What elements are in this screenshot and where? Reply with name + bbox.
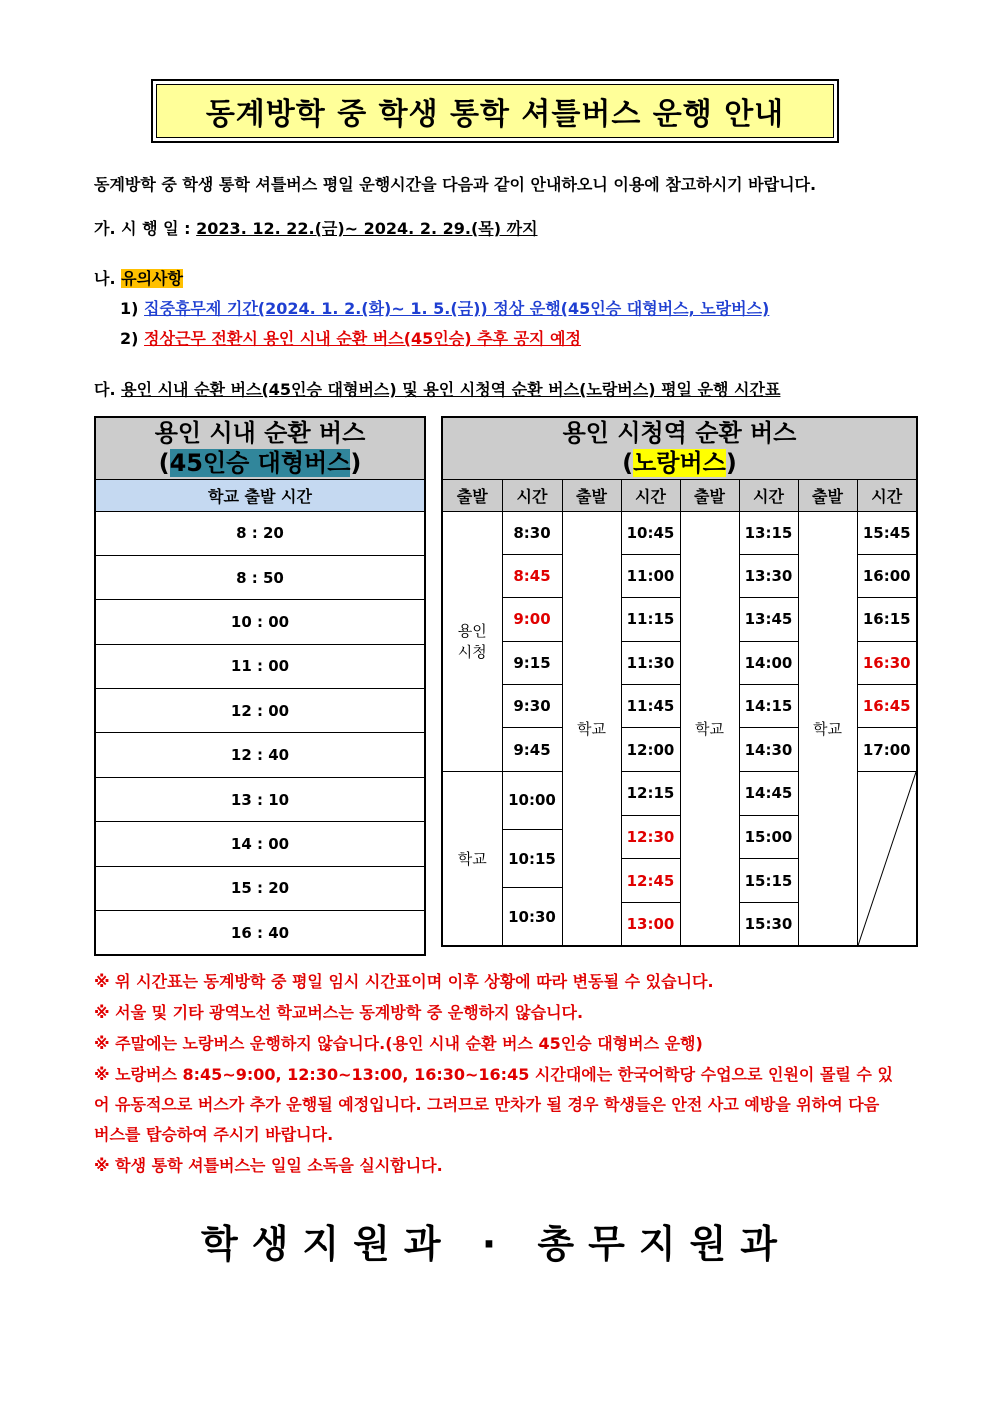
table-row <box>95 689 425 733</box>
table-row <box>95 866 425 910</box>
time-cell: 13:00 <box>621 903 680 947</box>
right-col-header: 출발 <box>680 479 739 511</box>
right-col-header: 시간 <box>857 479 917 511</box>
left-time-cell: 8 : 20 <box>95 511 425 555</box>
time-cell: 9:15 <box>502 641 562 684</box>
time-cell: 9:30 <box>502 685 562 728</box>
dep-school-cell: 학교 <box>798 511 857 946</box>
left-timetable <box>94 416 426 956</box>
left-col-header: 학교 출발 시간 <box>95 479 425 511</box>
right-table-header <box>442 417 917 479</box>
item-1-num: 1) <box>120 299 139 318</box>
left-time-cell: 14 : 00 <box>95 822 425 866</box>
right-col-header: 출발 <box>562 479 621 511</box>
table-row <box>95 911 425 956</box>
table-row <box>95 733 425 777</box>
title-box <box>151 79 839 143</box>
time-cell: 10:15 <box>503 829 562 887</box>
section-a <box>94 216 538 239</box>
left-table-subtitle: (45인승 대형버스) <box>158 449 362 478</box>
section-c-label: 다. <box>94 380 122 399</box>
time-cell: 14:30 <box>739 728 798 771</box>
note-item: ※ 서울 및 기타 광역노선 학교버스는 동계방학 중 운행하지 않습니다. <box>94 1003 584 1022</box>
left-time-cell: 10 : 00 <box>95 600 425 644</box>
note-item: ※ 주말에는 노랑버스 운행하지 않습니다.(용인 시내 순환 버스 45인승 대형버스 운행) <box>94 1034 703 1053</box>
time-cell: 14:00 <box>739 641 798 684</box>
section-b-item-2 <box>120 326 581 349</box>
table-row <box>95 644 425 688</box>
time-cell: 11:30 <box>621 641 680 684</box>
time-cell: 8:30 <box>502 511 562 554</box>
time-cell: 9:45 <box>502 728 562 771</box>
note-item: ※ 위 시간표는 동계방학 중 평일 임시 시간표이며 이후 상황에 따라 변동될 수 있습니다. <box>94 972 714 991</box>
diagonal-line-icon <box>858 772 916 946</box>
empty-slash-cell <box>857 771 917 946</box>
item-2-num: 2) <box>120 329 139 348</box>
table-row <box>95 555 425 599</box>
time-cell: 17:00 <box>857 728 917 771</box>
dep-yongin-cell: 용인 시청 <box>442 511 502 771</box>
time-cell: 15:15 <box>739 859 798 903</box>
left-time-cell: 16 : 40 <box>95 911 425 956</box>
time-cell: 11:00 <box>621 554 680 597</box>
right-timetable <box>441 416 918 947</box>
time-cell: 15:45 <box>857 511 917 554</box>
table-row <box>442 511 917 554</box>
table-row <box>95 511 425 555</box>
item-1-text: 집중휴무제 기간(2024. 1. 2.(화)~ 1. 5.(금)) 정상 운행(45인승 대형버스, 노랑버스) <box>144 299 770 318</box>
time-cell: 9:00 <box>502 598 562 641</box>
note-item: ※ 노랑버스 8:45~9:00, 12:30~13:00, 16:30~16:45 시간대에는 한국어학당 수업으로 인원이 몰릴 수 있어 유동적으로 버스가 추가 운행될 예정입니다. 그러므로 만차가 될 경우 학생들은 안전 사고 예방을 위하여 다음 버스를 탑승하여 주시기 바랍니다. <box>94 1065 893 1144</box>
table-row <box>95 777 425 821</box>
left-subtitle-highlight: 45인승 대형버스 <box>169 449 351 478</box>
time-cell: 16:00 <box>857 554 917 597</box>
time-cell: 8:45 <box>502 554 562 597</box>
time-cell: 11:15 <box>621 598 680 641</box>
section-b-item-1 <box>120 296 769 319</box>
section-c <box>94 377 780 400</box>
time-cell: 12:00 <box>621 728 680 771</box>
right-col-header: 출발 <box>442 479 502 511</box>
time-cell: 16:45 <box>857 685 917 728</box>
time-cell: 12:15 <box>621 771 680 815</box>
section-b-label: 나. <box>94 269 122 288</box>
time-cell: 13:45 <box>739 598 798 641</box>
note-item: ※ 학생 통학 셔틀버스는 일일 소독을 실시합니다. <box>94 1156 443 1175</box>
time-cell: 15:30 <box>739 903 798 947</box>
time-cell: 10:45 <box>621 511 680 554</box>
left-time-cell: 13 : 10 <box>95 777 425 821</box>
right-col-header: 출발 <box>798 479 857 511</box>
time-cell: 12:45 <box>621 859 680 903</box>
page-title: 동계방학 중 학생 통학 셔틀버스 운행 안내 <box>205 97 785 132</box>
dep-school-cell: 학교 <box>562 511 621 946</box>
table-row <box>95 600 425 644</box>
right-col-header: 시간 <box>621 479 680 511</box>
footer-departments: 학생지원과 · 총무지원과 <box>201 1222 791 1266</box>
time-cell: 13:15 <box>739 511 798 554</box>
section-a-value: 2023. 12. 22.(금)~ 2024. 2. 29.(목) 까지 <box>196 219 538 238</box>
time-cell: 11:45 <box>621 685 680 728</box>
right-col-header: 시간 <box>502 479 562 511</box>
time-cell: 16:30 <box>857 641 917 684</box>
left-table-title: 용인 시내 순환 버스 <box>154 419 366 448</box>
left-time-cell: 12 : 00 <box>95 689 425 733</box>
intro-text: 동계방학 중 학생 통학 셔틀버스 평일 운행시간을 다음과 같이 안내하오니 이용에 참고하시기 바랍니다. <box>94 175 817 194</box>
section-a-label: 가. 시 행 일 : <box>94 219 197 238</box>
time-cell: 10:30 <box>503 887 562 945</box>
time-cell: 13:30 <box>739 554 798 597</box>
dep-school-cell: 학교 <box>442 771 502 946</box>
notes-section <box>94 967 900 1182</box>
left-table-header <box>95 417 425 479</box>
right-table-subtitle: (노랑버스) <box>622 449 737 478</box>
time-cell: 15:00 <box>739 815 798 859</box>
table-row <box>95 822 425 866</box>
time-cell: 10:00 <box>508 791 556 810</box>
section-b <box>94 266 183 289</box>
time-cell: 12:30 <box>621 815 680 859</box>
title-inner <box>156 84 834 138</box>
right-table-title: 용인 시청역 순환 버스 <box>562 419 797 448</box>
dep-school-cell: 학교 <box>680 511 739 946</box>
time-cell: 14:45 <box>739 771 798 815</box>
school-times-cell <box>502 771 562 946</box>
section-c-text: 용인 시내 순환 버스(45인승 대형버스) 및 용인 시청역 순환 버스(노랑버스) 평일 운행 시간표 <box>121 380 781 399</box>
item-2-text: 정상근무 전환시 용인 시내 순환 버스(45인승) 추후 공지 예정 <box>144 329 581 348</box>
time-cell: 14:15 <box>739 685 798 728</box>
time-cell: 16:15 <box>857 598 917 641</box>
left-time-cell: 11 : 00 <box>95 644 425 688</box>
right-subtitle-highlight: 노랑버스 <box>633 449 726 478</box>
section-b-highlight: 유의사항 <box>121 269 183 288</box>
right-col-header: 시간 <box>739 479 798 511</box>
left-time-cell: 12 : 40 <box>95 733 425 777</box>
left-time-cell: 15 : 20 <box>95 866 425 910</box>
left-time-cell: 8 : 50 <box>95 555 425 599</box>
